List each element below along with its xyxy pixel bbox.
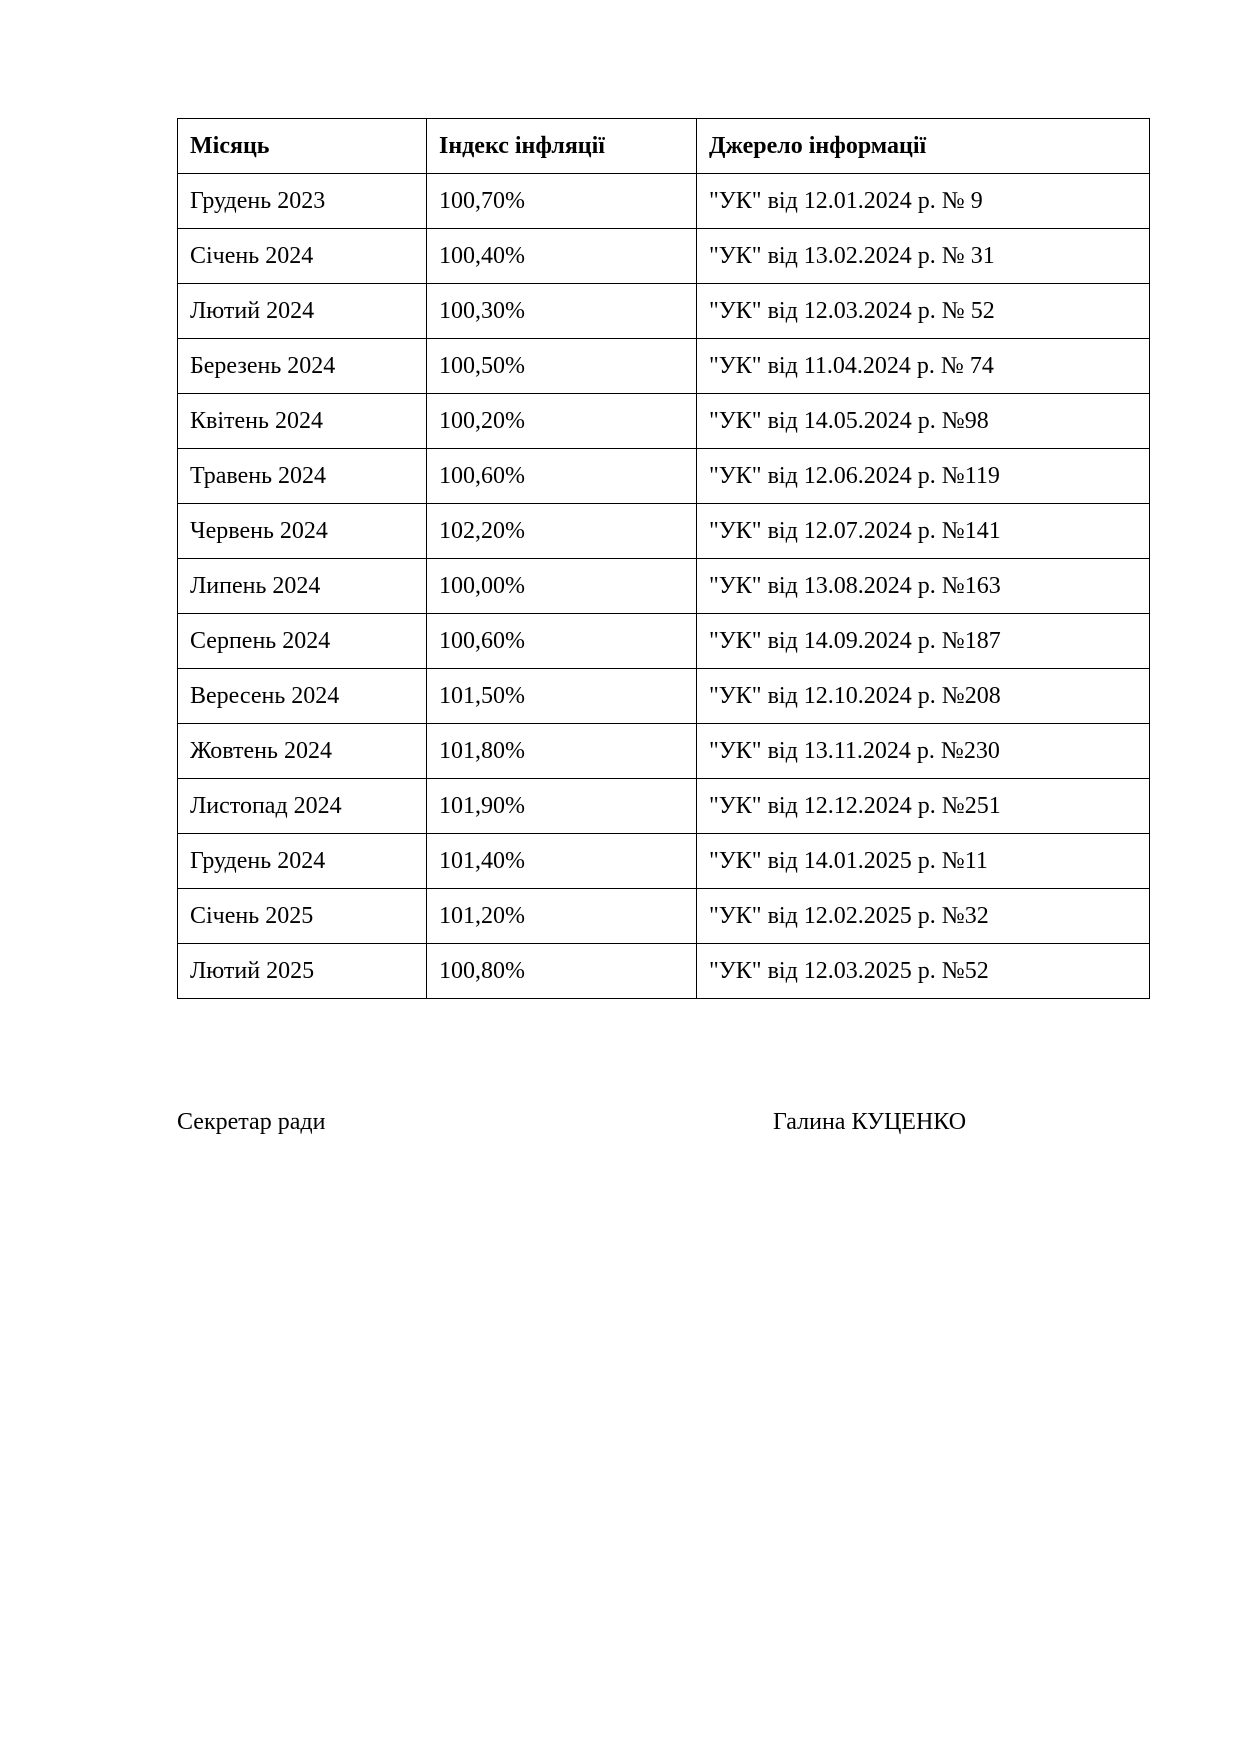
- cell-source: "УК" від 13.02.2024 р. № 31: [697, 229, 1150, 284]
- cell-inflation-index: 101,90%: [427, 779, 697, 834]
- inflation-table: [177, 118, 1150, 999]
- cell-month: Червень 2024: [178, 504, 427, 559]
- cell-source: "УК" від 12.06.2024 р. №119: [697, 449, 1150, 504]
- table-header: [178, 119, 1150, 174]
- table-body: [178, 174, 1150, 999]
- cell-inflation-index: 100,50%: [427, 339, 697, 394]
- cell-month: Лютий 2025: [178, 944, 427, 999]
- cell-source: "УК" від 12.01.2024 р. № 9: [697, 174, 1150, 229]
- table-header-row: [178, 119, 1150, 174]
- cell-month: Липень 2024: [178, 559, 427, 614]
- cell-month: Вересень 2024: [178, 669, 427, 724]
- cell-inflation-index: 101,50%: [427, 669, 697, 724]
- cell-source: "УК" від 11.04.2024 р. № 74: [697, 339, 1150, 394]
- table-row: [178, 944, 1150, 999]
- table-row: [178, 724, 1150, 779]
- column-header-month: Місяць: [178, 119, 427, 174]
- cell-inflation-index: 100,20%: [427, 394, 697, 449]
- table-row: [178, 834, 1150, 889]
- table-row: [178, 889, 1150, 944]
- cell-month: Серпень 2024: [178, 614, 427, 669]
- cell-inflation-index: 102,20%: [427, 504, 697, 559]
- cell-source: "УК" від 12.12.2024 р. №251: [697, 779, 1150, 834]
- table-row: [178, 284, 1150, 339]
- signatory-role: Секретар ради: [177, 1109, 326, 1135]
- cell-month: Січень 2024: [178, 229, 427, 284]
- cell-inflation-index: 101,20%: [427, 889, 697, 944]
- column-header-source: Джерело інформації: [697, 119, 1150, 174]
- table-row: [178, 669, 1150, 724]
- cell-source: "УК" від 12.03.2024 р. № 52: [697, 284, 1150, 339]
- cell-source: "УК" від 12.07.2024 р. №141: [697, 504, 1150, 559]
- cell-month: Листопад 2024: [178, 779, 427, 834]
- cell-source: "УК" від 13.11.2024 р. №230: [697, 724, 1150, 779]
- table-row: [178, 614, 1150, 669]
- cell-inflation-index: 100,30%: [427, 284, 697, 339]
- signatory-name: Галина КУЦЕНКО: [773, 1109, 967, 1135]
- table-row: [178, 174, 1150, 229]
- cell-inflation-index: 100,00%: [427, 559, 697, 614]
- cell-source: "УК" від 14.01.2025 р. №11: [697, 834, 1150, 889]
- table-row: [178, 779, 1150, 834]
- cell-inflation-index: 100,60%: [427, 449, 697, 504]
- cell-inflation-index: 101,40%: [427, 834, 697, 889]
- cell-source: "УК" від 13.08.2024 р. №163: [697, 559, 1150, 614]
- table-row: [178, 229, 1150, 284]
- cell-inflation-index: 100,70%: [427, 174, 697, 229]
- cell-source: "УК" від 12.02.2025 р. №32: [697, 889, 1150, 944]
- cell-inflation-index: 100,80%: [427, 944, 697, 999]
- cell-month: Грудень 2024: [178, 834, 427, 889]
- table-row: [178, 339, 1150, 394]
- cell-source: "УК" від 14.05.2024 р. №98: [697, 394, 1150, 449]
- column-header-inflation-index: Індекс інфляції: [427, 119, 697, 174]
- table-row: [178, 449, 1150, 504]
- cell-inflation-index: 101,80%: [427, 724, 697, 779]
- table-row: [178, 559, 1150, 614]
- cell-source: "УК" від 14.09.2024 р. №187: [697, 614, 1150, 669]
- cell-inflation-index: 100,60%: [427, 614, 697, 669]
- cell-month: Березень 2024: [178, 339, 427, 394]
- cell-month: Грудень 2023: [178, 174, 427, 229]
- cell-month: Травень 2024: [178, 449, 427, 504]
- table-row: [178, 394, 1150, 449]
- cell-source: "УК" від 12.03.2025 р. №52: [697, 944, 1150, 999]
- cell-inflation-index: 100,40%: [427, 229, 697, 284]
- cell-month: Січень 2025: [178, 889, 427, 944]
- table-row: [178, 504, 1150, 559]
- signature-block: [0, 1108, 1240, 1142]
- cell-month: Лютий 2024: [178, 284, 427, 339]
- cell-month: Квітень 2024: [178, 394, 427, 449]
- cell-month: Жовтень 2024: [178, 724, 427, 779]
- cell-source: "УК" від 12.10.2024 р. №208: [697, 669, 1150, 724]
